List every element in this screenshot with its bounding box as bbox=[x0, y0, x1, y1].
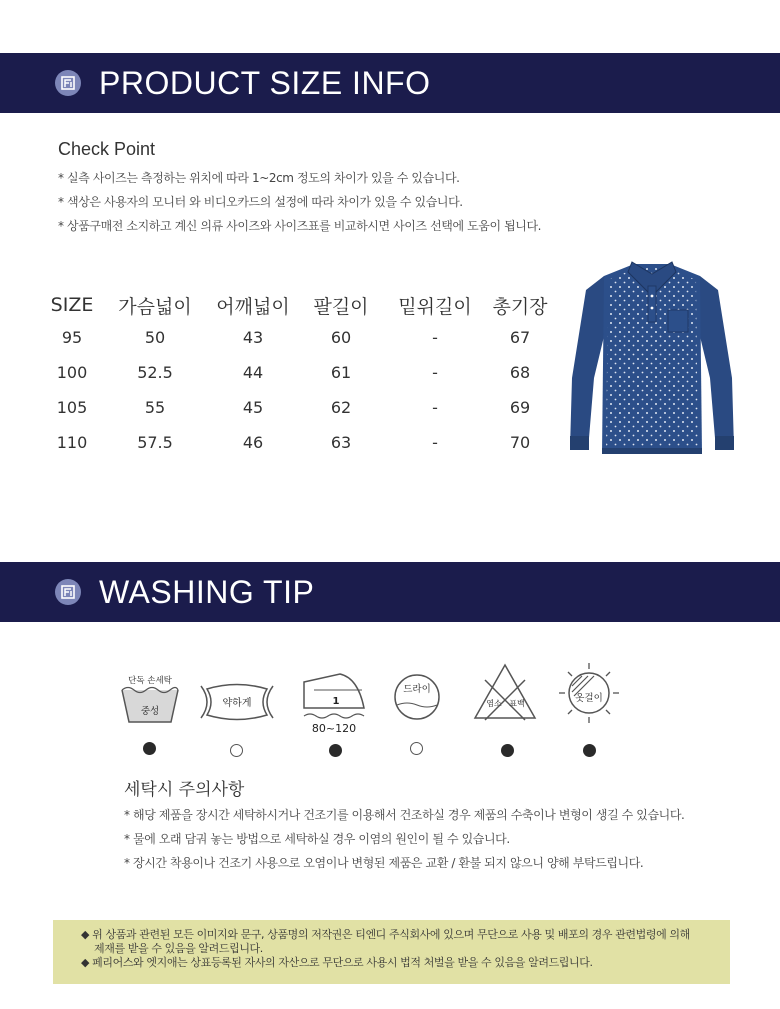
dry-clean-label: 드라이 bbox=[403, 684, 431, 695]
no-bleach-left-label: 염소 bbox=[486, 699, 502, 708]
unselected-indicator bbox=[410, 742, 423, 755]
note-item: * 장시간 착용이나 건조기 사용으로 오염이나 변형된 제품은 교환 / 환불 되지 않으니 양해 부탁드립니다. bbox=[124, 856, 644, 870]
table-cell: - bbox=[432, 433, 438, 452]
notice-line-continuation: 제재를 받을 수 있음을 알려드립니다. bbox=[94, 942, 263, 955]
selected-indicator bbox=[501, 744, 514, 757]
hand-wash-label: 단독 손세탁 bbox=[128, 676, 172, 686]
table-header-row bbox=[48, 290, 560, 320]
table-cell: - bbox=[432, 328, 438, 347]
column-header: 총기장 bbox=[492, 295, 548, 318]
table-cell: 62 bbox=[330, 398, 352, 417]
table-cell: 70 bbox=[509, 433, 531, 452]
table-cell: 50 bbox=[144, 328, 166, 347]
table-cell: - bbox=[432, 398, 438, 417]
check-point-notes bbox=[58, 168, 541, 240]
washing-tip-banner bbox=[0, 562, 780, 622]
table-cell: 57.5 bbox=[137, 433, 173, 452]
table-row bbox=[48, 355, 560, 390]
dry-clean-icon bbox=[392, 672, 442, 722]
note-item: * 해당 제품을 장시간 세탁하시거나 건조기를 이용해서 건조하실 경우 제품의 수축이나 변형이 생길 수 있습니다. bbox=[124, 808, 685, 822]
note-item: * 물에 오래 담궈 놓는 방법으로 세탁하실 경우 이염의 원인이 될 수 있습니다. bbox=[124, 832, 510, 846]
table-cell: 43 bbox=[242, 328, 264, 347]
hand-wash-icon bbox=[119, 672, 181, 724]
washing-caution-notes bbox=[124, 805, 684, 877]
table-cell: 52.5 bbox=[137, 363, 173, 382]
note-item: * 색상은 사용자의 모니터 와 비디오카드의 설정에 따라 차이가 있을 수 있습니다. bbox=[58, 195, 463, 209]
column-header: SIZE bbox=[50, 294, 94, 316]
iron-temperature-label: 80~120 bbox=[311, 722, 357, 735]
table-cell: 110 bbox=[56, 433, 88, 452]
selected-indicator bbox=[143, 742, 156, 755]
table-cell: 100 bbox=[56, 363, 88, 382]
table-cell: 55 bbox=[144, 398, 166, 417]
column-header: 팔길이 bbox=[313, 295, 369, 318]
table-cell: 44 bbox=[242, 363, 264, 382]
brand-logo-icon bbox=[55, 70, 81, 96]
table-cell: 60 bbox=[330, 328, 352, 347]
table-cell: 69 bbox=[509, 398, 531, 417]
table-cell: 95 bbox=[61, 328, 83, 347]
table-cell: - bbox=[432, 363, 438, 382]
table-row bbox=[48, 390, 560, 425]
size-table bbox=[48, 290, 560, 460]
table-cell: 63 bbox=[330, 433, 352, 452]
note-item: * 실측 사이즈는 측정하는 위치에 따라 1~2cm 정도의 차이가 있을 수 있습니다. bbox=[58, 171, 460, 185]
table-cell: 61 bbox=[330, 363, 352, 382]
table-cell: 45 bbox=[242, 398, 264, 417]
size-info-banner bbox=[0, 53, 780, 113]
column-header: 어깨넓이 bbox=[216, 295, 290, 318]
shade-hang-dry-icon bbox=[558, 662, 620, 724]
shade-hang-dry-label: 옷걸이 bbox=[575, 693, 603, 704]
table-cell: 105 bbox=[56, 398, 88, 417]
unselected-indicator bbox=[230, 744, 243, 757]
table-cell: 67 bbox=[509, 328, 531, 347]
section-title: WASHING TIP bbox=[99, 574, 315, 610]
iron-icon bbox=[300, 668, 370, 738]
table-cell: 68 bbox=[509, 363, 531, 382]
column-header: 가슴넓이 bbox=[118, 295, 192, 318]
selected-indicator bbox=[583, 744, 596, 757]
iron-level-label: 1 bbox=[332, 696, 340, 707]
check-point-title: Check Point bbox=[58, 139, 156, 159]
column-header: 밑위길이 bbox=[398, 295, 472, 318]
hand-wash-detergent-label: 중성 bbox=[140, 706, 160, 717]
notice-line: ◆ 위 상품과 관련된 모든 이미지와 문구, 상품명의 저작권은 티엔디 주식회사에 있으며 무단으로 사용 및 배포의 경우 관련법령에 의해 bbox=[81, 928, 690, 941]
gentle-wring-label: 약하게 bbox=[222, 698, 252, 709]
table-cell: 46 bbox=[242, 433, 264, 452]
selected-indicator bbox=[329, 744, 342, 757]
product-shirt-image bbox=[564, 258, 740, 462]
brand-logo-icon bbox=[55, 579, 81, 605]
no-bleach-icon bbox=[472, 662, 538, 722]
table-row bbox=[48, 320, 560, 355]
notice-line: ◆ 페리어스와 엣지애는 상표등록된 자사의 자산으로 무단으로 사용시 법적 처벌을 받을 수 있음을 알려드립니다. bbox=[81, 956, 593, 969]
note-item: * 상품구매전 소지하고 계신 의류 사이즈와 사이즈표를 비교하시면 사이즈 선택에 도움이 됩니다. bbox=[58, 219, 542, 233]
table-row bbox=[48, 425, 560, 460]
washing-caution-title: 세탁시 주의사항 bbox=[124, 780, 245, 800]
copyright-notice bbox=[53, 920, 730, 984]
no-bleach-right-label: 표백 bbox=[509, 699, 525, 708]
gentle-wring-icon bbox=[199, 682, 275, 722]
section-title: PRODUCT SIZE INFO bbox=[99, 65, 431, 101]
